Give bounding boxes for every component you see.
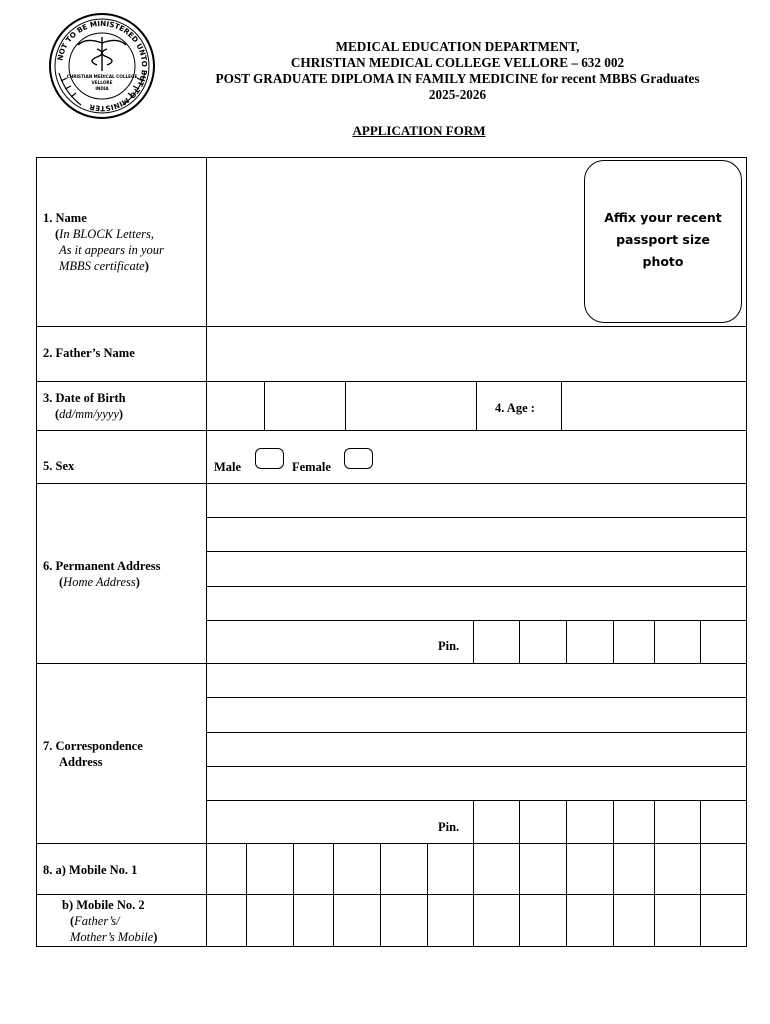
photo-placeholder[interactable] — [584, 160, 742, 323]
name-note-line1: In BLOCK Letters, — [59, 227, 154, 241]
paren: ) — [144, 259, 149, 273]
father-name-input-area[interactable] — [207, 327, 746, 381]
header-line-2: CHRISTIAN MEDICAL COLLEGE VELLORE – 632 002 — [290, 55, 625, 70]
permanent-pin-input[interactable] — [474, 621, 746, 663]
female-checkbox[interactable] — [344, 448, 373, 469]
female-label: Female — [292, 460, 331, 474]
table-border-bottom — [36, 946, 747, 947]
photo-instruction-line1: Affix your recent — [604, 210, 722, 225]
mobile2-input[interactable] — [207, 895, 746, 946]
male-checkbox[interactable] — [255, 448, 284, 469]
permanent-address-label-block — [43, 558, 160, 590]
permanent-address-label: 6. Permanent Address — [43, 559, 161, 573]
sex-label: 5. Sex — [43, 459, 75, 473]
mobile2-label: b) Mobile No. 2 — [62, 898, 145, 912]
dob-format: dd/mm/yyyy — [59, 407, 119, 421]
permanent-address-input-area[interactable] — [207, 484, 746, 620]
name-label: 1. Name — [43, 211, 87, 225]
dob-year-input[interactable] — [346, 382, 476, 430]
correspondence-label-line2: Address — [59, 755, 103, 769]
mobile1-label-block — [43, 862, 137, 878]
male-label: Male — [214, 460, 242, 474]
paren: ) — [153, 930, 158, 944]
logo-inner-line3: INDIA — [95, 86, 109, 91]
name-input-area[interactable] — [207, 158, 581, 326]
photo-instruction-line3: photo — [642, 254, 684, 269]
paren: ) — [135, 575, 140, 589]
header-line-1: MEDICAL EDUCATION DEPARTMENT, — [335, 39, 580, 54]
mobile2-label-block — [62, 897, 157, 945]
sex-label-block — [43, 458, 74, 474]
table-border-left — [36, 157, 37, 947]
name-label-block — [43, 210, 164, 274]
paren: ( — [55, 407, 60, 421]
permanent-address-note: Home Address — [63, 575, 136, 589]
dob-month-input[interactable] — [265, 382, 345, 430]
permanent-pin-label-block — [438, 638, 459, 654]
age-input[interactable] — [562, 382, 746, 430]
document-header — [160, 39, 755, 103]
age-label-divider — [476, 381, 477, 431]
header-line-3: POST GRADUATE DIPLOMA IN FAMILY MEDICINE for recent MBBS Graduates — [215, 71, 700, 86]
paren: ( — [70, 914, 75, 928]
correspondence-label-block — [43, 738, 143, 770]
header-line-4: 2025-2026 — [428, 87, 487, 102]
permanent-pin-label: Pin. — [438, 639, 460, 653]
correspondence-pin-input[interactable] — [474, 801, 746, 843]
logo-ring-text: NOT TO BE MINISTERED UNTO BUT TO MINISTER — [55, 18, 150, 114]
correspondence-pin-label: Pin. — [438, 820, 460, 834]
female-label-block — [292, 459, 331, 475]
mobile1-label: 8. a) Mobile No. 1 — [43, 863, 138, 877]
correspondence-pin-label-block — [438, 819, 459, 835]
paren: ( — [55, 227, 60, 241]
male-label-block — [214, 459, 241, 475]
logo-inner-line2: VELLORE — [91, 80, 113, 85]
mobile1-input[interactable] — [207, 844, 746, 894]
paren: ( — [59, 575, 64, 589]
age-label-block — [495, 400, 535, 416]
correspondence-address-input-area[interactable] — [207, 664, 746, 800]
table-border-right — [746, 157, 747, 947]
form-title: APPLICATION FORM — [352, 123, 486, 138]
father-label-block — [43, 345, 135, 361]
father-name-label: 2. Father’s Name — [43, 346, 135, 360]
logo-inner-line1: CHRISTIAN MEDICAL COLLEGE — [66, 74, 138, 79]
correspondence-label-line1: 7. Correspondence — [43, 739, 143, 753]
mobile2-note-line1: Father’s/ — [74, 914, 120, 928]
cmc-logo — [47, 11, 157, 121]
name-note-line3: MBBS certificate — [59, 259, 145, 273]
mobile2-note-line2: Mother’s Mobile — [70, 930, 154, 944]
dob-label: 3. Date of Birth — [43, 391, 126, 405]
photo-instruction — [585, 207, 741, 273]
age-label: 4. Age : — [495, 401, 535, 415]
row-divider — [36, 430, 747, 431]
photo-instruction-line2: passport size — [616, 232, 710, 247]
dob-label-block — [43, 390, 126, 422]
dob-day-input[interactable] — [207, 382, 264, 430]
name-note-line2: As it appears in your — [59, 243, 164, 257]
paren: ) — [118, 407, 124, 421]
